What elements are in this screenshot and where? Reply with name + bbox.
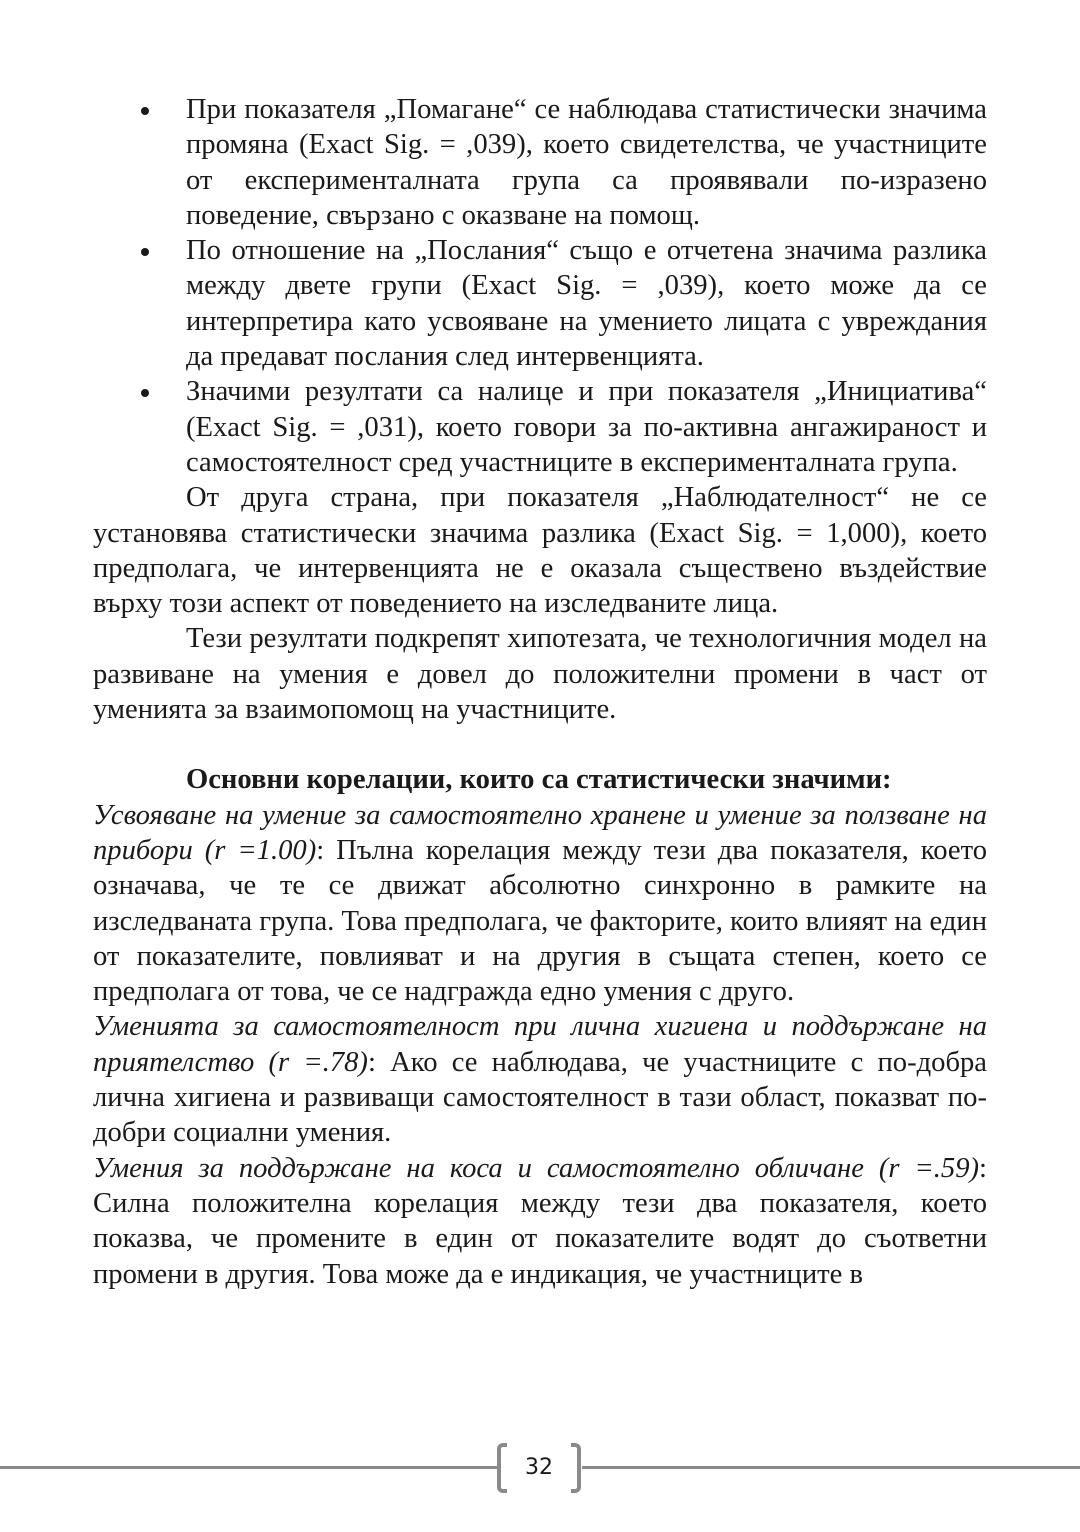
- finding-helping: [93, 92, 987, 233]
- right-brace-icon: [571, 1443, 581, 1493]
- finding-initiative: [93, 374, 987, 480]
- correlation-label: Усвояване на умение за самостоятелно хранене и умение за ползване на прибори (r =1.00): [93, 799, 987, 866]
- conclusion-paragraph: Тези резултати подкрепят хипотезата, че технологичния модел на развиване на умения е довел до положителни промени в част от уменията за взаимопомощ на участниците.: [93, 623, 987, 726]
- footer-rule-left: [0, 1466, 497, 1469]
- correlation-text: : Пълна корелация между тези два показателя, което означава, че те се движат абсолютно синхронно в рамките на изследваната група. Това предполага, че факторите, които влияят на един от показателите, повлияват и на другия в същата степен, което се предполага от това, че се надгражда едно умения с друго.: [93, 834, 987, 1008]
- findings-list: [93, 92, 987, 480]
- bullet-icon: [141, 389, 149, 397]
- correlation-text: : Силна положителна корелация между тези два показателя, което показва, че промените в един от показателите водят до съответни промени в другия. Това може да е индикация, че участниците в: [93, 1152, 987, 1290]
- finding-text: При показателя „Помагане“ се наблюдава статистически значима промяна (Exact Sig. = ,039), което свидетелства, че участниците от експерименталната група са проявявали по-изразено поведение, свързано с оказване на помощ.: [186, 94, 987, 231]
- correlation-label: Умения за поддържане на коса и самостоятелно обличане (r =.59): [93, 1152, 980, 1184]
- correlation-eating-utensils: [93, 798, 987, 1010]
- correlation-label: Уменията за самостоятелност при лична хигиена и поддържане на приятелство (r =.78): [93, 1011, 987, 1078]
- section-heading: Основни корелации, които са статистически значими:: [186, 764, 892, 796]
- correlation-text: : Ако се наблюдава, че участниците с по-добра лична хигиена и развиващи самостоятелност в тази област, показват по-добри социални умения.: [93, 1046, 987, 1149]
- correlation-hygiene-friendship: [93, 1009, 987, 1150]
- observation-paragraph: От друга страна, при показателя „Наблюдателност“ не се установява статистически значима разлика (Exact Sig. = 1,000), което предполага, че интервенцията не е оказала съществено въздействие върху този аспект от поведението на изследваните лица.: [93, 482, 987, 620]
- page-body: [93, 92, 987, 1292]
- bullet-icon: [141, 248, 149, 256]
- finding-text: По отношение на „Послания“ също е отчетена значима разлика между двете групи (Exact Sig. = ,039), което може да се интерпретира като усвояване на умението лицата с увреждания да предават послания след интервенцията.: [186, 235, 987, 373]
- spacer: [93, 727, 987, 762]
- correlation-hair-dressing: [93, 1151, 987, 1292]
- page-number: 32: [525, 1455, 553, 1480]
- footer-rule-right: [582, 1466, 1080, 1469]
- finding-messages: [93, 233, 987, 374]
- bullet-icon: [141, 107, 149, 115]
- left-brace-icon: [497, 1443, 507, 1493]
- finding-text: Значими резултати са налице и при показателя „Инициатива“ (Exact Sig. = ,031), което говори за по-активна ангажираност и самостоятелност сред участниците в експерименталната група.: [186, 376, 987, 478]
